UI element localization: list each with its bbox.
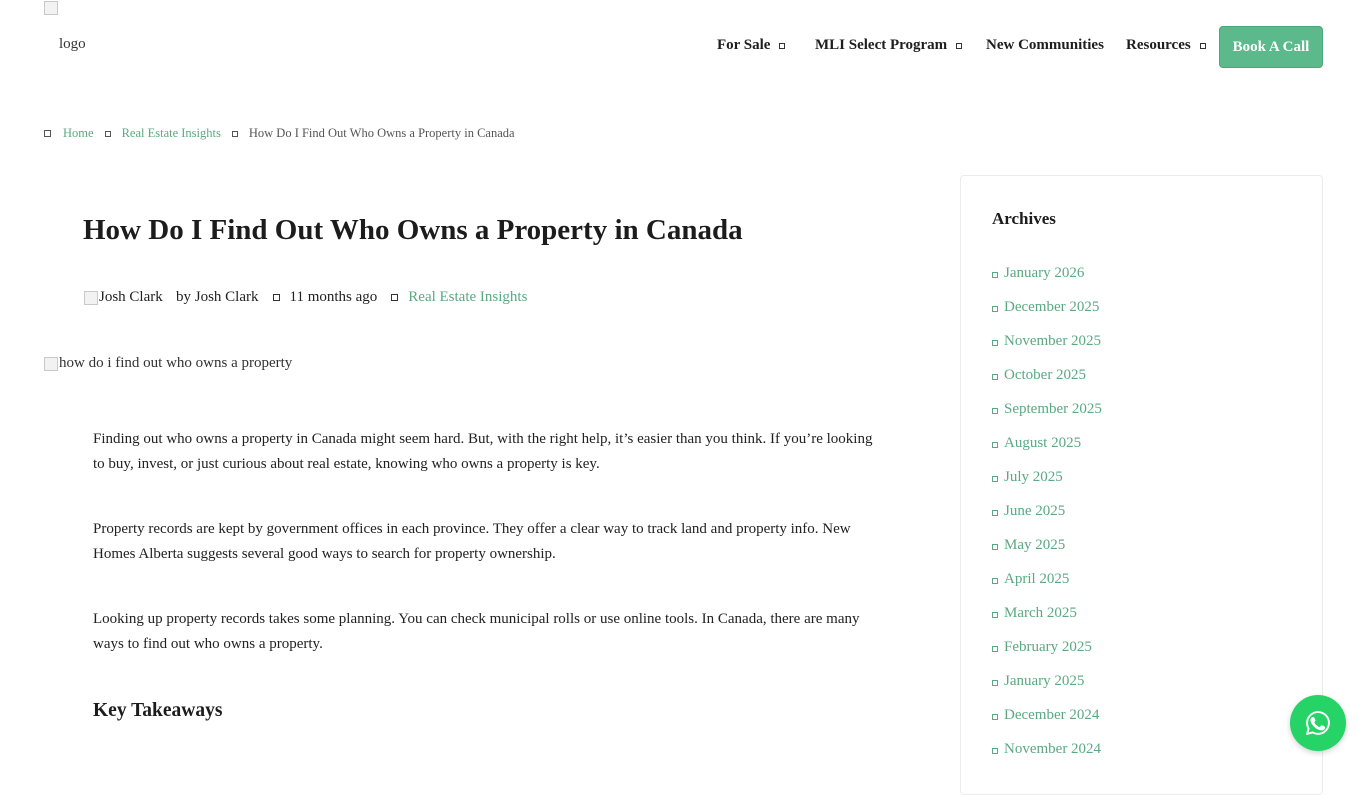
key-takeaways-heading: Key Takeaways xyxy=(93,700,223,721)
chevron-down-icon xyxy=(956,43,962,49)
archive-label: February 2025 xyxy=(1004,639,1092,655)
whatsapp-icon xyxy=(1304,709,1332,737)
broken-image-icon xyxy=(43,356,59,372)
breadcrumb-current: How Do I Find Out Who Owns a Property in Canada xyxy=(248,126,515,140)
chevron-right-icon xyxy=(992,374,998,380)
archive-link[interactable] xyxy=(992,605,1102,639)
archive-label: December 2025 xyxy=(1004,299,1100,315)
archives-title: Archives xyxy=(992,209,1056,228)
archive-label: June 2025 xyxy=(1004,503,1066,519)
nav-item-for-sale[interactable] xyxy=(717,37,785,54)
featured-image xyxy=(43,355,292,372)
folder-icon xyxy=(391,294,398,301)
clock-icon xyxy=(273,294,280,301)
nav-item-label: Resources xyxy=(1126,37,1191,53)
post-category-link[interactable]: Real Estate Insights xyxy=(408,289,528,305)
archive-link[interactable] xyxy=(992,469,1102,503)
broken-image-icon xyxy=(43,0,59,16)
nav-item-new-communities[interactable] xyxy=(986,37,1104,54)
page-title: How Do I Find Out Who Owns a Property in Canada xyxy=(83,214,743,246)
article-paragraph: Property records are kept by government offices in each province. They offer a clear way to track land and property info. New Homes Alberta suggests several good ways to search for property ownership. xyxy=(93,521,851,562)
featured-image-alt: how do i find out who owns a property xyxy=(59,355,293,371)
chevron-right-icon xyxy=(992,748,998,754)
broken-image-icon xyxy=(83,290,99,306)
nav-item-label: MLI Select Program xyxy=(815,37,948,53)
archive-label: November 2024 xyxy=(1004,741,1102,757)
chevron-right-icon xyxy=(992,714,998,720)
article-paragraph: Finding out who owns a property in Canada might seem hard. But, with the right help, it’s easier than you think. If you’re looking to buy, invest, or just curious about real estate, knowing who owns a property is key. xyxy=(93,431,873,472)
archive-label: October 2025 xyxy=(1004,367,1087,383)
archive-label: July 2025 xyxy=(1004,469,1063,485)
archive-link[interactable] xyxy=(992,537,1102,571)
archive-link[interactable] xyxy=(992,299,1102,333)
chevron-right-icon xyxy=(992,612,998,618)
archive-link[interactable] xyxy=(992,571,1102,605)
chevron-right-icon xyxy=(105,131,111,137)
book-a-call-button[interactable]: Book A Call xyxy=(1219,26,1323,68)
post-meta xyxy=(83,289,527,306)
chevron-right-icon xyxy=(992,306,998,312)
nav-item-label: For Sale xyxy=(717,37,771,53)
home-icon xyxy=(44,130,51,137)
chevron-right-icon xyxy=(992,476,998,482)
post-date: 11 months ago xyxy=(289,289,378,305)
chevron-right-icon xyxy=(232,131,238,137)
breadcrumb-category-link[interactable]: Real Estate Insights xyxy=(121,126,221,140)
archive-label: May 2025 xyxy=(1004,537,1066,553)
breadcrumb xyxy=(44,126,515,141)
site-logo[interactable] xyxy=(43,0,103,60)
archive-label: January 2025 xyxy=(1004,673,1085,689)
chevron-right-icon xyxy=(992,646,998,652)
archive-link[interactable] xyxy=(992,639,1102,673)
nav-item-resources[interactable] xyxy=(1126,37,1206,54)
chevron-right-icon xyxy=(992,272,998,278)
nav-item-label: New Communities xyxy=(986,37,1104,53)
author-byline: by Josh Clark xyxy=(176,289,259,305)
article-paragraph: Looking up property records takes some planning. You can check municipal rolls or use online tools. In Canada, there are many ways to find out who owns a property. xyxy=(93,611,860,652)
logo-alt-text: logo xyxy=(59,36,86,52)
archive-label: January 2026 xyxy=(1004,265,1085,281)
avatar xyxy=(83,289,163,306)
archive-label: November 2025 xyxy=(1004,333,1102,349)
archive-link[interactable] xyxy=(992,741,1102,775)
archives-list xyxy=(992,265,1102,775)
chevron-down-icon xyxy=(779,43,785,49)
breadcrumb-home-link[interactable]: Home xyxy=(63,126,94,140)
archive-label: September 2025 xyxy=(1004,401,1102,417)
chevron-right-icon xyxy=(992,544,998,550)
archive-label: March 2025 xyxy=(1004,605,1077,621)
chevron-right-icon xyxy=(992,442,998,448)
archive-link[interactable] xyxy=(992,435,1102,469)
archive-label: April 2025 xyxy=(1004,571,1070,587)
archive-link[interactable] xyxy=(992,673,1102,707)
avatar-alt-text: Josh Clark xyxy=(99,289,163,305)
nav-item-mli-select-program[interactable] xyxy=(815,37,962,54)
chevron-right-icon xyxy=(992,578,998,584)
archive-link[interactable] xyxy=(992,265,1102,299)
chevron-down-icon xyxy=(1200,43,1206,49)
whatsapp-chat-button[interactable] xyxy=(1290,695,1346,751)
archive-label: December 2024 xyxy=(1004,707,1100,723)
archive-link[interactable] xyxy=(992,333,1102,367)
archives-widget xyxy=(960,175,1323,795)
chevron-right-icon xyxy=(992,680,998,686)
archive-link[interactable] xyxy=(992,503,1102,537)
archive-link[interactable] xyxy=(992,367,1102,401)
archive-link[interactable] xyxy=(992,707,1102,741)
chevron-right-icon xyxy=(992,510,998,516)
archive-link[interactable] xyxy=(992,401,1102,435)
chevron-right-icon xyxy=(992,340,998,346)
archive-label: August 2025 xyxy=(1004,435,1082,451)
chevron-right-icon xyxy=(992,408,998,414)
